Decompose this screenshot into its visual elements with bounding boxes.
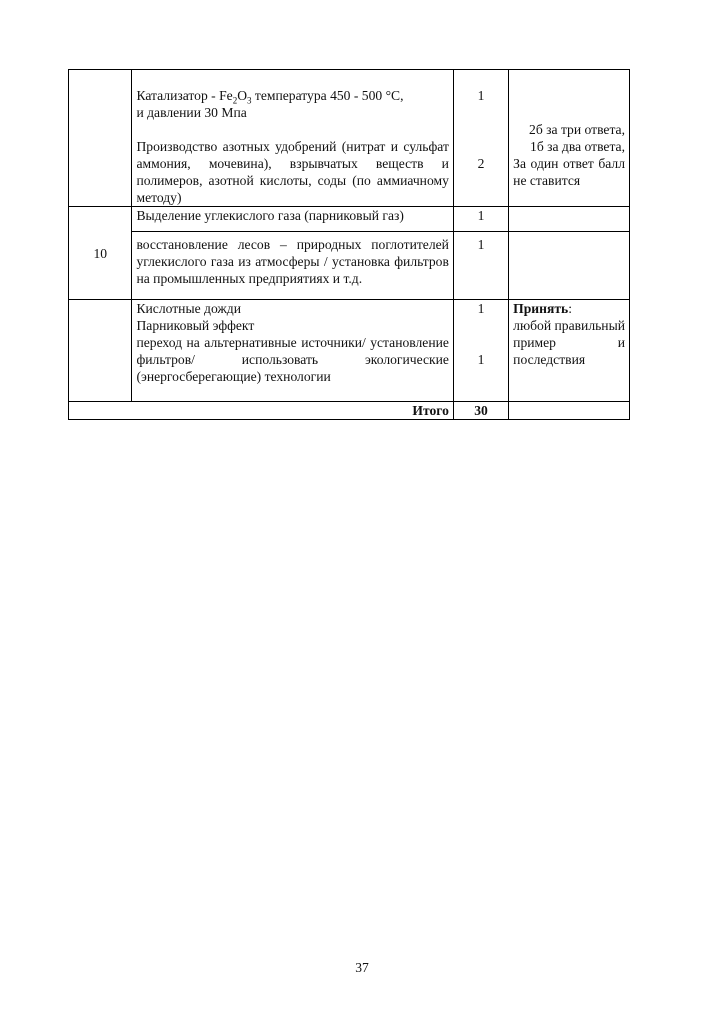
answer-line: Кислотные дожди [136,301,241,316]
table-row [69,232,630,300]
note-line: За один ответ балл не ставится [513,156,625,188]
catalyst-line-2: и давлении 30 Мпа [136,105,247,120]
note-line: 2б за три ответа, [529,122,625,137]
note-cell [509,207,630,232]
task-number-cell [69,70,132,207]
note-text: любой правильный пример и последствия [513,318,625,367]
points-value: 1 [477,88,485,103]
points-cell [453,70,508,207]
total-label: Итого [69,402,454,420]
task-number-cell: 10 [69,207,132,300]
answer-line: переход на альтернативные источники/ установление фильтров/ использовать экологические (энергосберегающие) технологии [136,335,449,384]
answers-table [68,69,630,420]
production-text: Производство азотных удобрений (нитрат и сульфат аммония, мочевина), взрывчатых веществ и полимеров, азотной кислоты, соды (по аммиачному методу) [136,139,449,205]
answer-cell: восстановление лесов – природных поглотителей углекислого газа из атмосферы / установка фильтров на промышленных предприятиях и т.д. [132,232,453,300]
answer-line: Парниковый эффект [136,318,255,333]
total-value: 30 [453,402,508,420]
table-row [69,70,630,207]
total-row [69,402,630,420]
note-line: 1б за два ответа, [530,139,625,154]
points-value: 1 [477,352,485,367]
note-cell [509,232,630,300]
points-cell: 1 [453,232,508,300]
note-cell [509,300,630,402]
catalyst-line: Катализатор - $Fe_2O_3$ температура 450 - 500 °С, [136,88,404,106]
points-cell: 1 [453,207,508,232]
table-row [69,207,630,232]
points-value: 1 [477,301,485,316]
page-number: 37 [355,960,369,975]
points-value: 2 [477,156,485,171]
task-number-cell [69,300,132,402]
note-cell [509,70,630,207]
answer-cell [132,70,453,207]
table-row [69,300,630,402]
note-cell [509,402,630,420]
answer-cell: Выделение углекислого газа (парниковый газ) [132,207,453,232]
note-heading: Принять: [513,301,572,316]
points-cell [453,300,508,402]
answer-cell [132,300,453,402]
